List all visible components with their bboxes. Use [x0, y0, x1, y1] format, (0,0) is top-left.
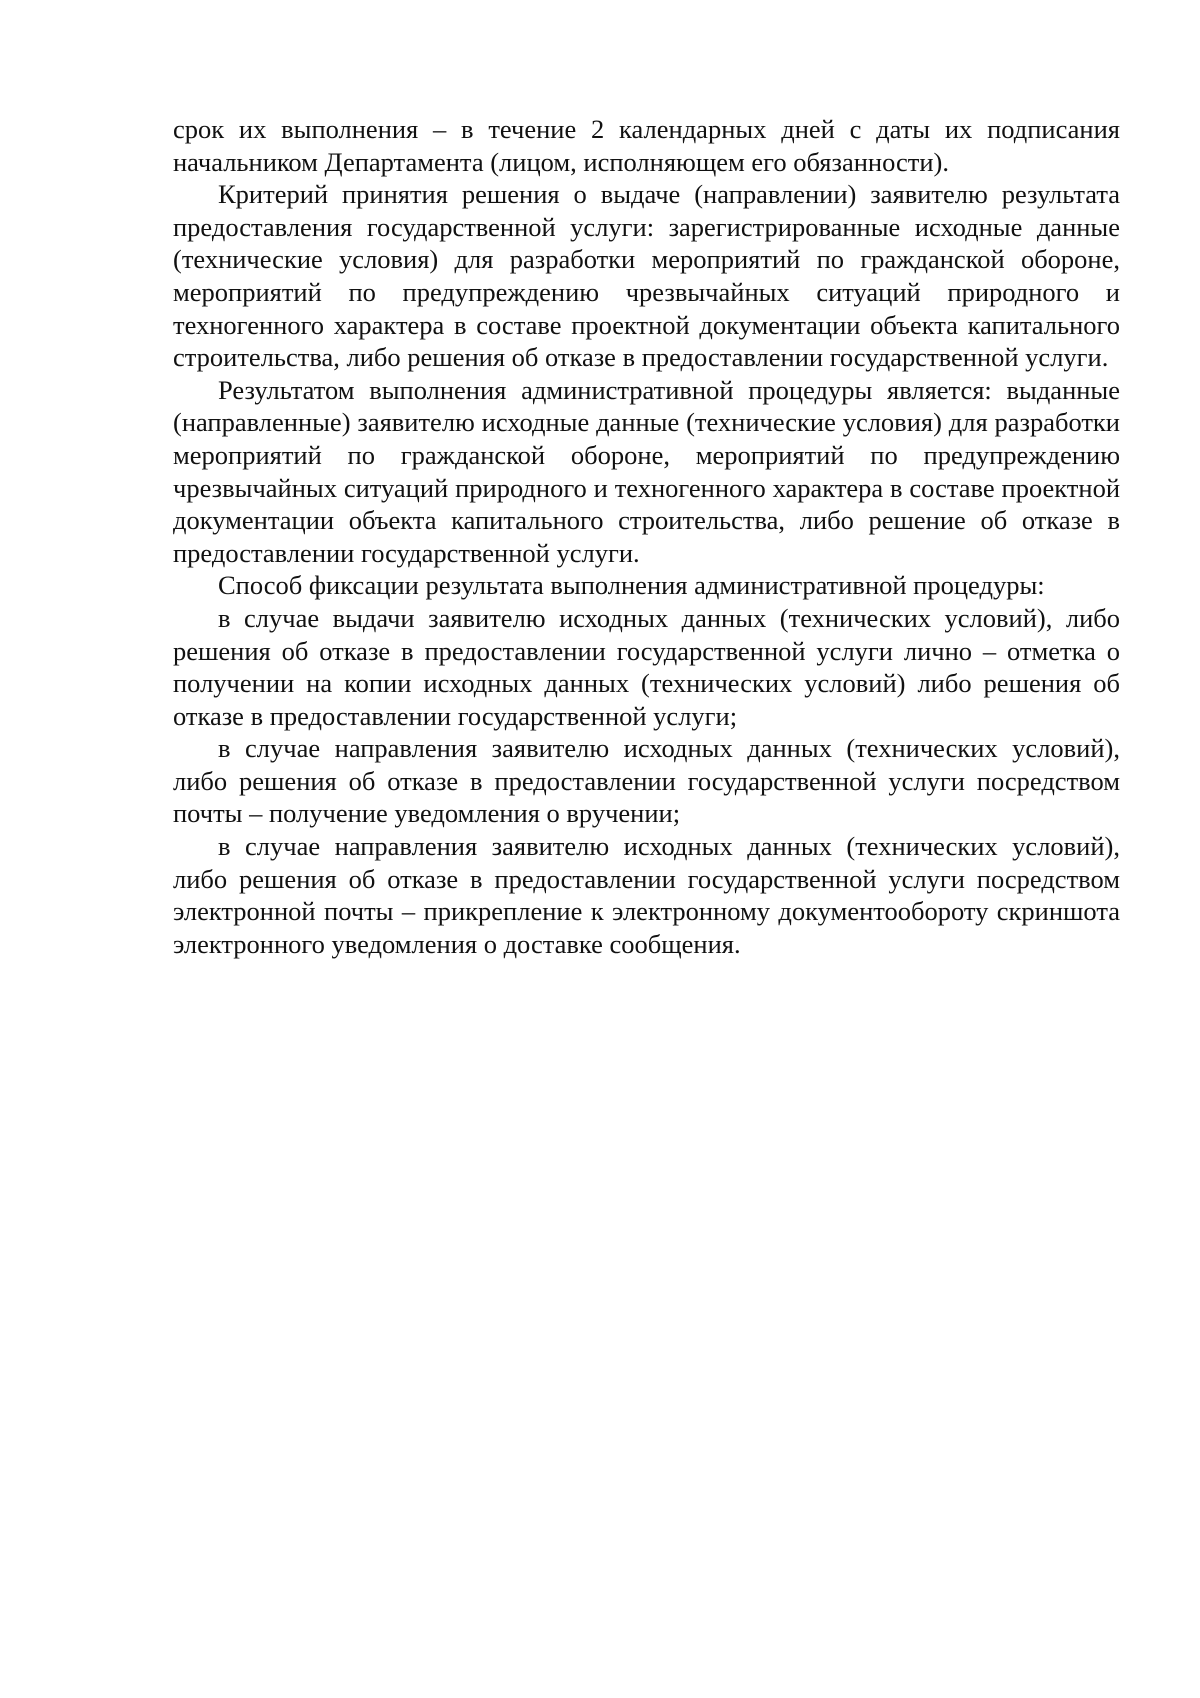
paragraph-deadline: срок их выполнения – в течение 2 календарных дней с даты их подписания начальником Департамента (лицом, исполняющем его обязанности).	[173, 114, 1120, 177]
paragraph-email-delivery: в случае направления заявителю исходных данных (технических условий), либо решения об отказе в предоставлении государственной услуги посредством электронной почты – прикрепление к электронному документообороту скриншота электронного уведомления о доставке сообщения.	[173, 831, 1120, 959]
paragraph-decision-criterion: Критерий принятия решения о выдаче (направлении) заявителю результата предоставления государственной услуги: зарегистрированные исходные данные (технические условия) для разработки мероприятий по гражданской обороне, мероприятий по предупреждению чрезвычайных ситуаций природного и техногенного характера в составе проектной документации объекта капитального строительства, либо решения об отказе в предоставлении государственной услуги.	[173, 179, 1120, 373]
paragraph-recording-method: Способ фиксации результата выполнения административной процедуры:	[218, 570, 1045, 601]
paragraph-postal-delivery: в случае направления заявителю исходных данных (технических условий), либо решения об отказе в предоставлении государственной услуги посредством почты – получение уведомления о вручении;	[173, 733, 1120, 829]
paragraph-in-person-delivery: в случае выдачи заявителю исходных данных (технических условий), либо решения об отказе в предоставлении государственной услуги лично – отметка о получении на копии исходных данных (технических условий) либо решения об отказе в предоставлении государственной услуги;	[173, 602, 1120, 731]
document-body	[173, 113, 1120, 960]
paragraph-procedure-result: Результатом выполнения административной процедуры является: выданные (направленные) заявителю исходные данные (технические условия) для разработки мероприятий по гражданской обороне, мероприятий по предупреждению чрезвычайных ситуаций природного и техногенного характера в составе проектной документации объекта капитального строительства, либо решение об отказе в предоставлении государственной услуги.	[173, 374, 1120, 568]
